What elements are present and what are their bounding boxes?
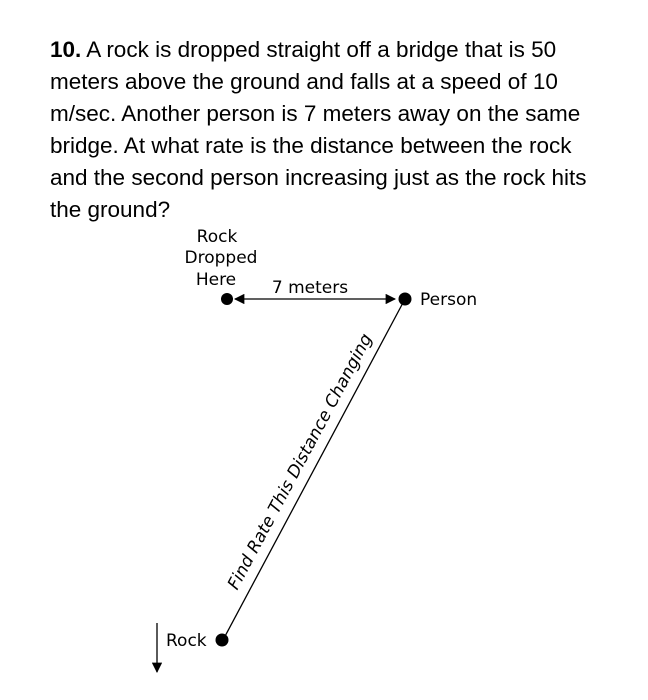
rock-label: Rock — [166, 631, 207, 651]
drop-point-label-line-3: Here — [195, 270, 237, 290]
problem-text: A rock is dropped straight off a bridge that is 50 meters above the ground and falls at a speed of 10 m/sec. Another person is 7 meters away on the same bridge. At what rate is the distance between the rock and the second person increasing just as the rock hits the ground? — [50, 37, 587, 222]
drop-point-label-line-2: Dropped — [184, 248, 258, 268]
distance-label: 7 meters — [271, 278, 349, 298]
drop-point-dot — [221, 293, 233, 305]
hypotenuse-line — [223, 299, 405, 640]
drop-point-label-line-1: Rock — [196, 227, 238, 247]
rock-dot — [216, 634, 229, 647]
problem-number: 10. — [50, 37, 82, 62]
person-label: Person — [420, 290, 478, 310]
hypotenuse-label: Find Rate This Distance Changing — [223, 330, 377, 594]
